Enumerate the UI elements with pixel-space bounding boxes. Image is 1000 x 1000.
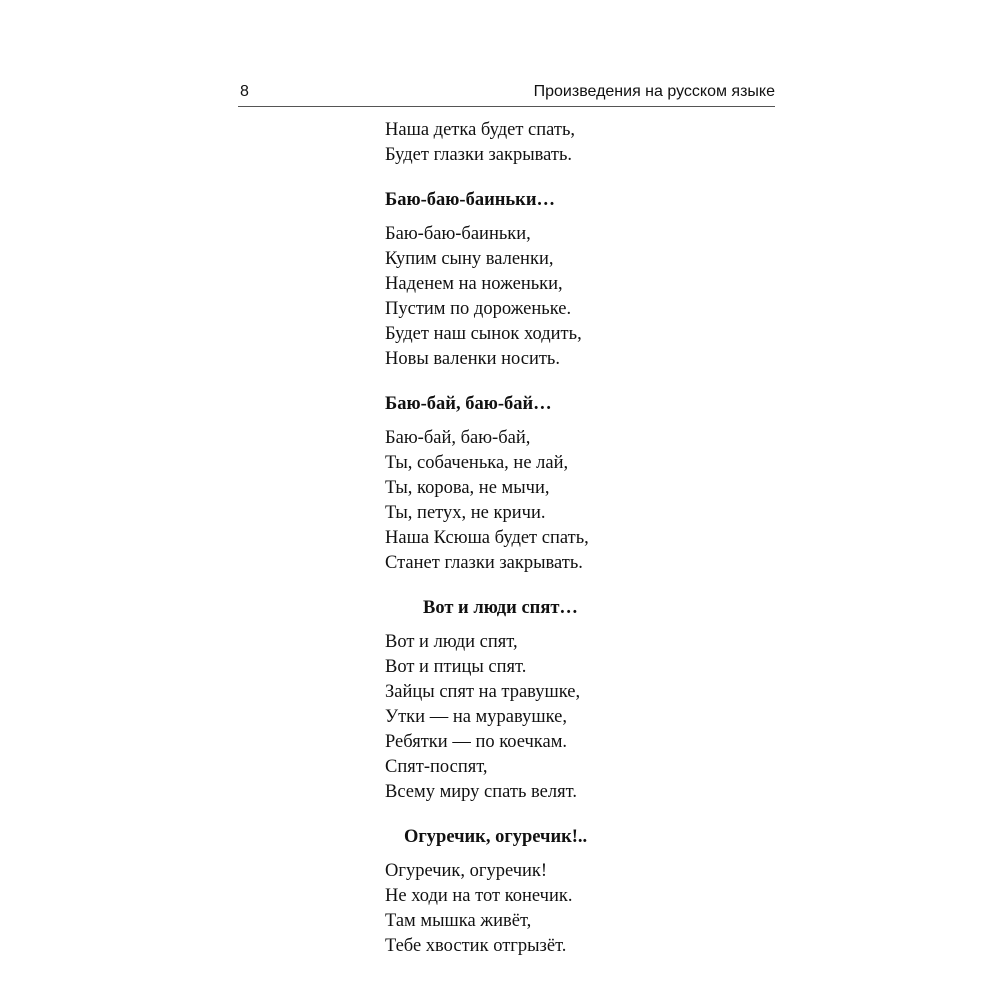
page-header: [238, 80, 775, 106]
verse-line: Вот и птицы спят.: [385, 657, 527, 677]
verse-line: Купим сыну валенки,: [385, 249, 554, 269]
poem: [385, 825, 705, 959]
verse-line: Не ходи на тот конечик.: [385, 886, 573, 906]
poem: [385, 392, 705, 576]
poem-title: Баю-бай, баю-бай…: [385, 394, 552, 414]
verse-line: Наша Ксюша будет спать,: [385, 528, 589, 548]
verse-line: Зайцы спят на травушке,: [385, 682, 581, 702]
verse-line: Ты, корова, не мычи,: [385, 478, 550, 498]
verse-line: Новы валенки носить.: [385, 349, 560, 369]
poem: [385, 188, 705, 372]
poem-title: Вот и люди спят…: [423, 598, 578, 618]
verse-line: Наденем на ноженьки,: [385, 274, 563, 294]
verse-line: Вот и люди спят,: [385, 632, 518, 652]
poem-title: Баю-баю-баиньки…: [385, 190, 555, 210]
verse-line: Будет глазки закрывать.: [385, 145, 573, 165]
opening-stanza: [385, 118, 705, 168]
header-rule: [238, 106, 775, 107]
verse-line: Всему миру спать велят.: [385, 782, 577, 802]
verse-line: Огуречик, огуречик!: [385, 861, 548, 881]
poem-content: [385, 118, 705, 959]
verse-line: Ты, собаченька, не лай,: [385, 453, 569, 473]
verse-line: Утки — на муравушке,: [385, 707, 567, 727]
verse-line: Ты, петух, не кричи.: [385, 503, 546, 523]
verse-line: Там мышка живёт,: [385, 911, 532, 931]
poem: [385, 596, 705, 805]
verse-line: Спят-поспят,: [385, 757, 488, 777]
verse-line: Баю-баю-баиньки,: [385, 224, 531, 244]
verse-line: Тебе хвостик отгрызёт.: [385, 936, 567, 956]
running-head: Произведения на русском языке: [533, 83, 775, 100]
verse-line: Станет глазки закрывать.: [385, 553, 583, 573]
verse-line: Будет наш сынок ходить,: [385, 324, 582, 344]
verse-line: Пустим по дороженьке.: [385, 299, 572, 319]
verse-line: Наша детка будет спать,: [385, 120, 576, 140]
poem-title: Огуречик, огуречик!..: [404, 827, 588, 847]
verse-line: Ребятки — по коечкам.: [385, 732, 568, 752]
verse-line: Баю-бай, баю-бай,: [385, 428, 531, 448]
page-number: 8: [240, 83, 249, 100]
